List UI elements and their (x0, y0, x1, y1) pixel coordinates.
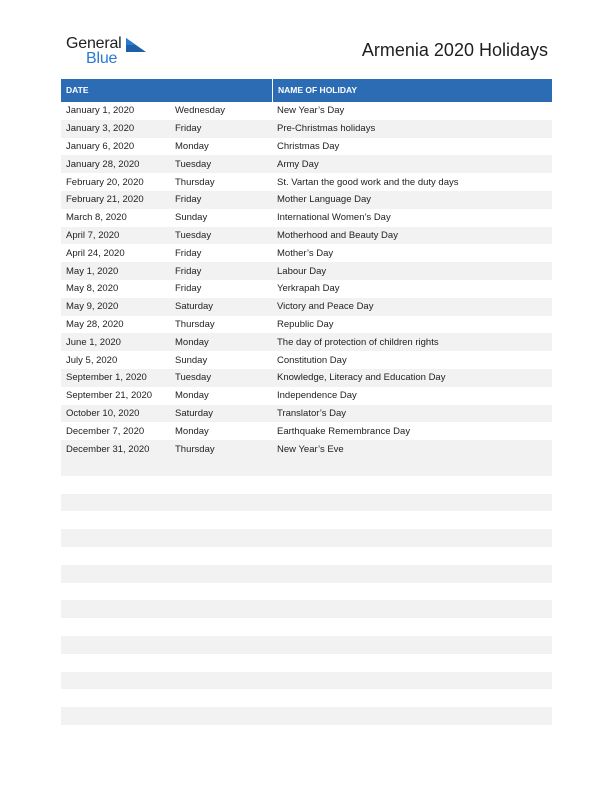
table-row (61, 280, 552, 298)
weekday-cell: Saturday (175, 407, 214, 419)
table-row (61, 440, 552, 458)
date-cell: May 9, 2020 (66, 301, 119, 313)
date-cell: December 31, 2020 (66, 443, 150, 455)
table-row (61, 262, 552, 280)
holiday-name-cell: New Year’s Eve (277, 443, 344, 455)
empty-row (61, 654, 552, 672)
holiday-name-cell: Knowledge, Literacy and Education Day (277, 372, 446, 384)
date-cell: January 28, 2020 (66, 158, 140, 170)
table-row (61, 316, 552, 334)
holiday-name-cell: Constitution Day (277, 354, 347, 366)
empty-row (61, 618, 552, 636)
date-cell: January 6, 2020 (66, 140, 135, 152)
empty-row (61, 547, 552, 565)
empty-row (61, 689, 552, 707)
table-header (61, 79, 552, 102)
date-cell: July 5, 2020 (66, 354, 118, 366)
table-row (61, 422, 552, 440)
table-row (61, 209, 552, 227)
triangle-mark-icon (126, 38, 146, 52)
weekday-cell: Monday (175, 425, 209, 437)
table-row (61, 351, 552, 369)
date-cell: December 7, 2020 (66, 425, 145, 437)
date-cell: May 28, 2020 (66, 318, 124, 330)
weekday-cell: Tuesday (175, 229, 212, 241)
date-cell: June 1, 2020 (66, 336, 121, 348)
weekday-cell: Monday (175, 390, 209, 402)
empty-row (61, 583, 552, 601)
empty-row (61, 494, 552, 512)
weekday-cell: Tuesday (175, 372, 212, 384)
holiday-name-cell: International Women’s Day (277, 212, 391, 224)
holiday-name-cell: Labour Day (277, 265, 327, 277)
logo (66, 34, 156, 70)
date-cell: October 10, 2020 (66, 407, 140, 419)
empty-row (61, 529, 552, 547)
holiday-name-cell: Mother Language Day (277, 194, 372, 206)
weekday-cell: Wednesday (175, 105, 225, 117)
date-cell: September 1, 2020 (66, 372, 147, 384)
date-cell: March 8, 2020 (66, 212, 127, 224)
weekday-cell: Thursday (175, 443, 215, 455)
holiday-name-cell: Motherhood and Beauty Day (277, 229, 398, 241)
weekday-cell: Friday (175, 247, 202, 259)
empty-row (61, 476, 552, 494)
weekday-cell: Saturday (175, 301, 214, 313)
date-cell: April 7, 2020 (66, 229, 120, 241)
weekday-cell: Friday (175, 194, 202, 206)
holiday-name-cell: Victory and Peace Day (277, 301, 374, 313)
holiday-name-cell: Christmas Day (277, 140, 340, 152)
empty-row (61, 600, 552, 618)
holiday-name-cell: St. Vartan the good work and the duty days (277, 176, 459, 188)
date-cell: April 24, 2020 (66, 247, 125, 259)
table-row (61, 387, 552, 405)
holiday-table (61, 79, 552, 725)
weekday-cell: Friday (175, 123, 202, 135)
holiday-name-cell: New Year’s Day (277, 105, 345, 117)
table-row (61, 173, 552, 191)
table-row (61, 227, 552, 245)
date-cell: February 21, 2020 (66, 194, 144, 206)
empty-row (61, 565, 552, 583)
date-cell: May 1, 2020 (66, 265, 119, 277)
empty-row (61, 458, 552, 476)
holiday-name-cell: Earthquake Remembrance Day (277, 425, 411, 437)
column-header-date: DATE (66, 85, 89, 95)
holiday-name-cell: Pre-Christmas holidays (277, 123, 376, 135)
empty-row (61, 707, 552, 725)
date-cell: January 1, 2020 (66, 105, 135, 117)
date-cell: May 8, 2020 (66, 283, 119, 295)
holiday-name-cell: The day of protection of children rights (277, 336, 439, 348)
table-row (61, 155, 552, 173)
weekday-cell: Tuesday (175, 158, 212, 170)
weekday-cell: Friday (175, 265, 202, 277)
holiday-name-cell: Yerkrapah Day (277, 283, 340, 295)
table-row (61, 191, 552, 209)
table-body (61, 102, 552, 725)
weekday-cell: Monday (175, 140, 209, 152)
weekday-cell: Friday (175, 283, 202, 295)
holiday-name-cell: Republic Day (277, 318, 334, 330)
weekday-cell: Monday (175, 336, 209, 348)
table-row (61, 369, 552, 387)
table-row (61, 244, 552, 262)
date-cell: January 3, 2020 (66, 123, 135, 135)
empty-row (61, 672, 552, 690)
weekday-cell: Sunday (175, 212, 208, 224)
table-row (61, 405, 552, 423)
holiday-name-cell: Independence Day (277, 390, 357, 402)
weekday-cell: Thursday (175, 176, 215, 188)
empty-row (61, 511, 552, 529)
holiday-name-cell: Mother’s Day (277, 247, 334, 259)
table-row (61, 298, 552, 316)
logo-text-general: General (66, 35, 122, 52)
empty-row (61, 636, 552, 654)
table-row (61, 120, 552, 138)
weekday-cell: Sunday (175, 354, 208, 366)
date-cell: February 20, 2020 (66, 176, 144, 188)
date-cell: September 21, 2020 (66, 390, 153, 402)
table-row (61, 102, 552, 120)
table-row (61, 138, 552, 156)
column-header-name: NAME OF HOLIDAY (272, 79, 552, 102)
logo-text-blue: Blue (86, 50, 118, 67)
weekday-cell: Thursday (175, 318, 215, 330)
holiday-name-cell: Army Day (277, 158, 319, 170)
page-title: Armenia 2020 Holidays (361, 40, 548, 60)
table-row (61, 333, 552, 351)
holiday-name-cell: Translator’s Day (277, 407, 346, 419)
